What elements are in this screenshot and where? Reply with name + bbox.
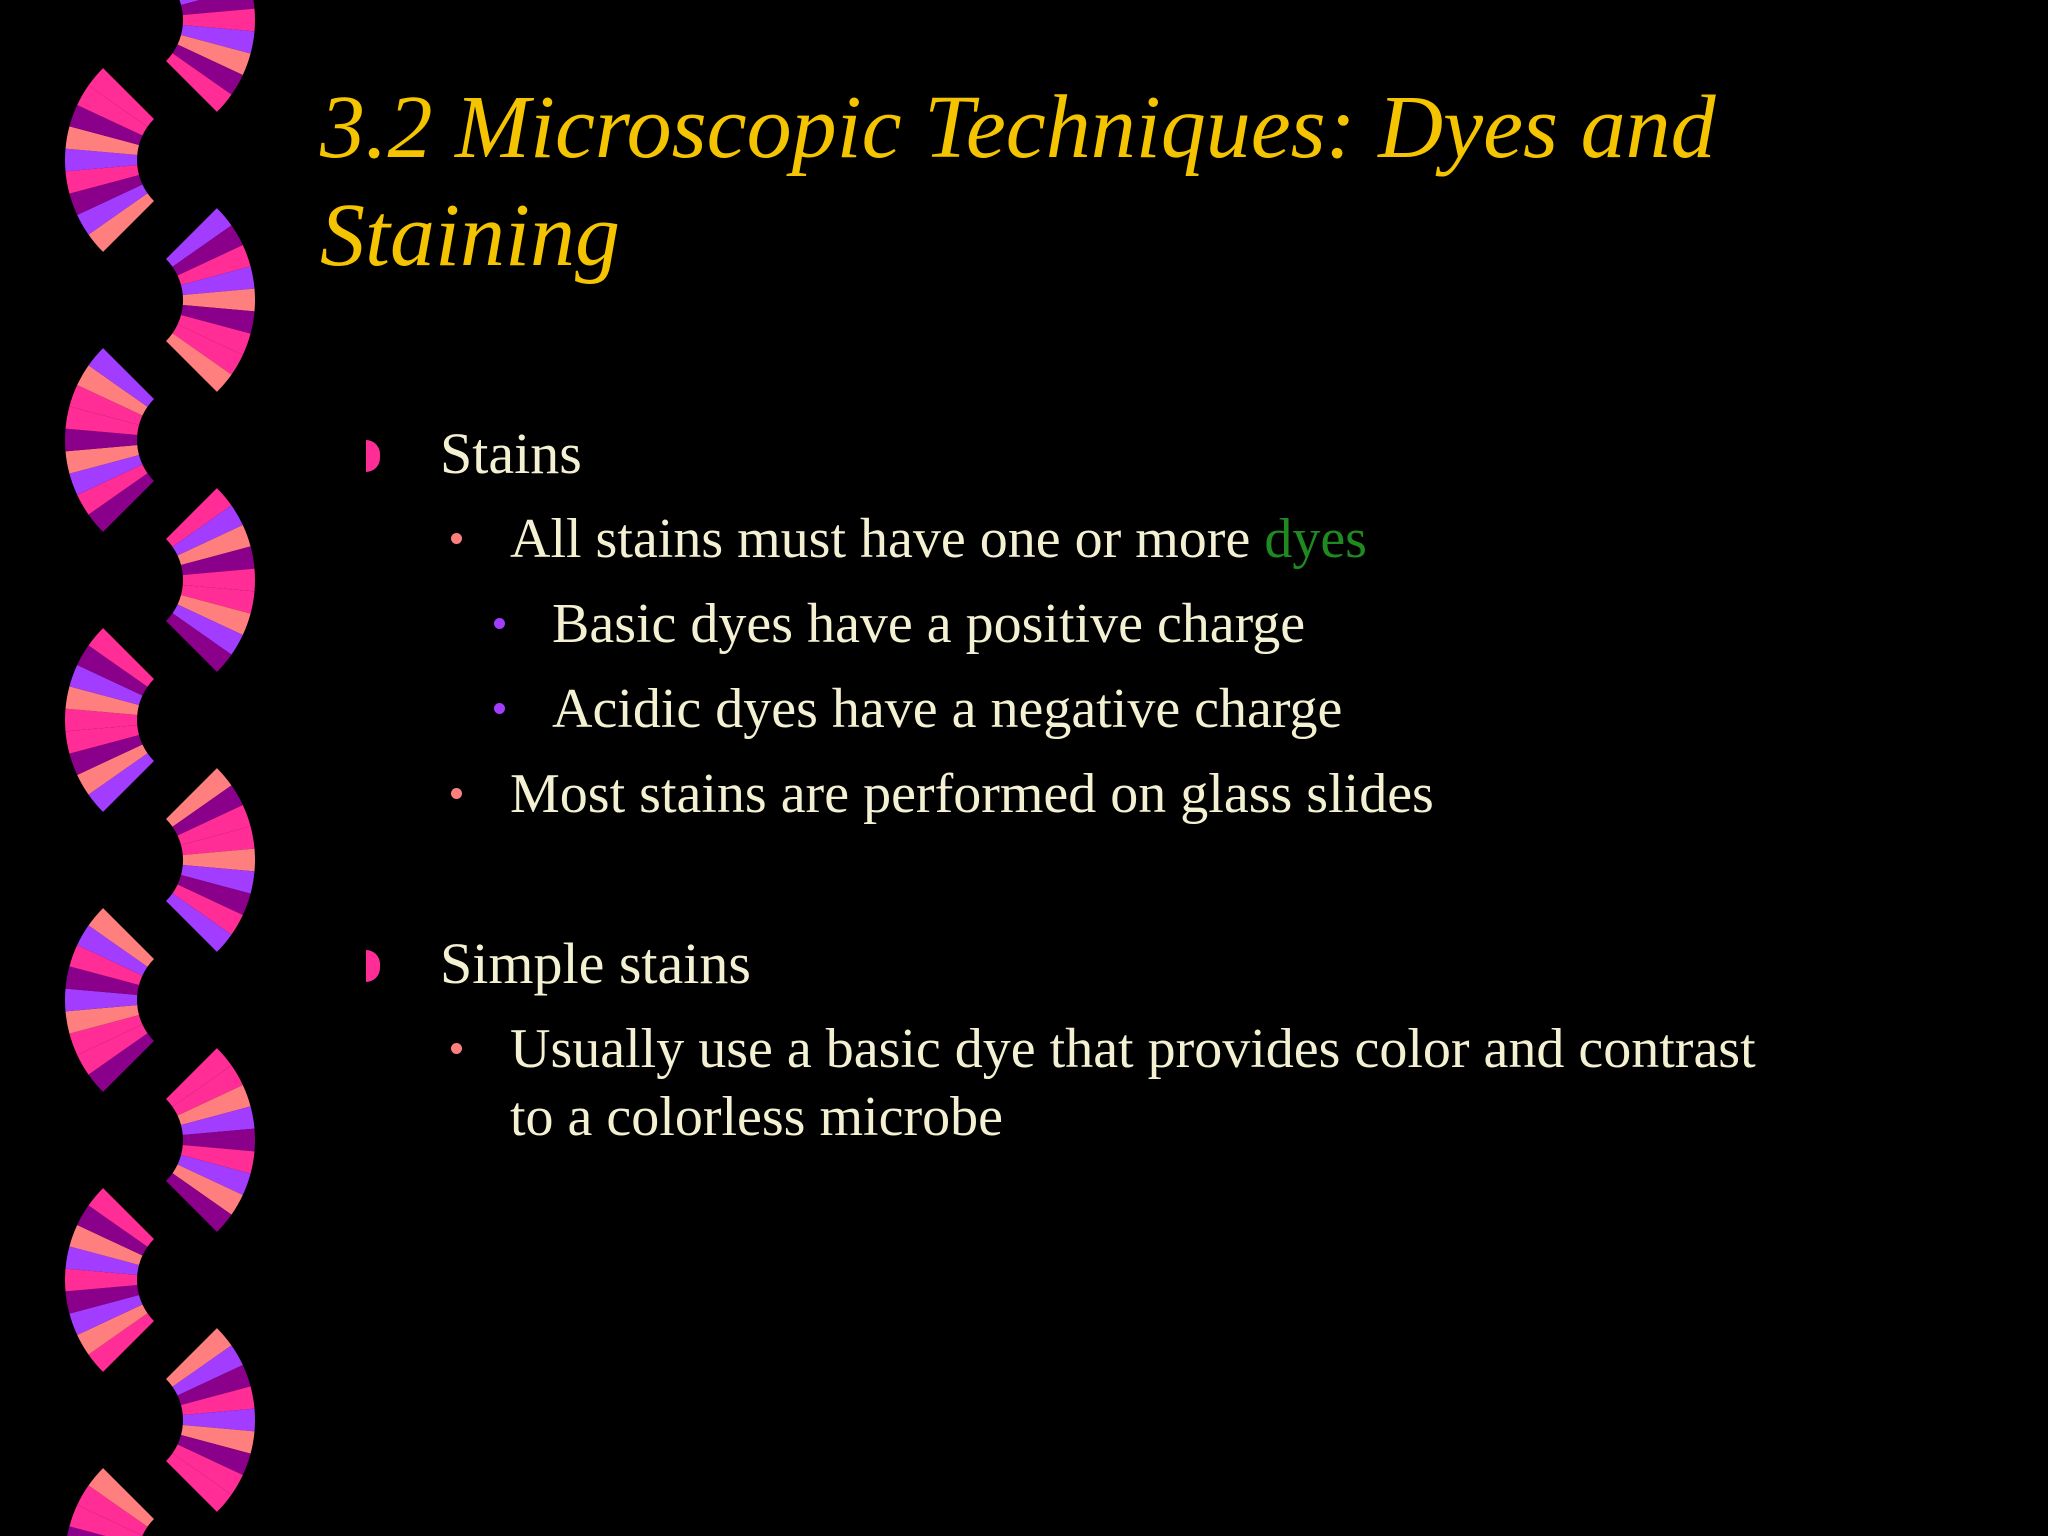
- bullet-simple-stains: Simple stains: [440, 931, 751, 996]
- sub-bullet-icon: [451, 788, 462, 799]
- bullet-basic-dye-usage: Usually use a basic dye that provides color and contrast to a colorless microbe: [510, 1018, 1756, 1148]
- sub-bullet-icon: [451, 533, 462, 544]
- subsub-bullet-icon: [494, 618, 505, 629]
- main-bullet-icon: [366, 440, 380, 472]
- bullet-stains: Stains: [440, 421, 582, 486]
- dyes-highlight: dyes: [1264, 508, 1367, 570]
- sub-bullet-icon: [451, 1043, 462, 1054]
- main-bullet-icon: [366, 950, 380, 982]
- subsub-bullet-icon: [494, 703, 505, 714]
- fan-wave-border-decoration: [0, 0, 270, 1536]
- bullet-glass-slides: Most stains are performed on glass slides: [510, 763, 1434, 825]
- bullet-all-stains-text: All stains must have one or more: [510, 508, 1265, 570]
- bullet-acidic-dyes: Acidic dyes have a negative charge: [552, 678, 1343, 740]
- bullet-all-stains: [510, 505, 1367, 573]
- slide-title: 3.2 Microscopic Techniques: Dyes and Staining: [320, 78, 1716, 285]
- bullet-basic-dyes: Basic dyes have a positive charge: [552, 593, 1306, 655]
